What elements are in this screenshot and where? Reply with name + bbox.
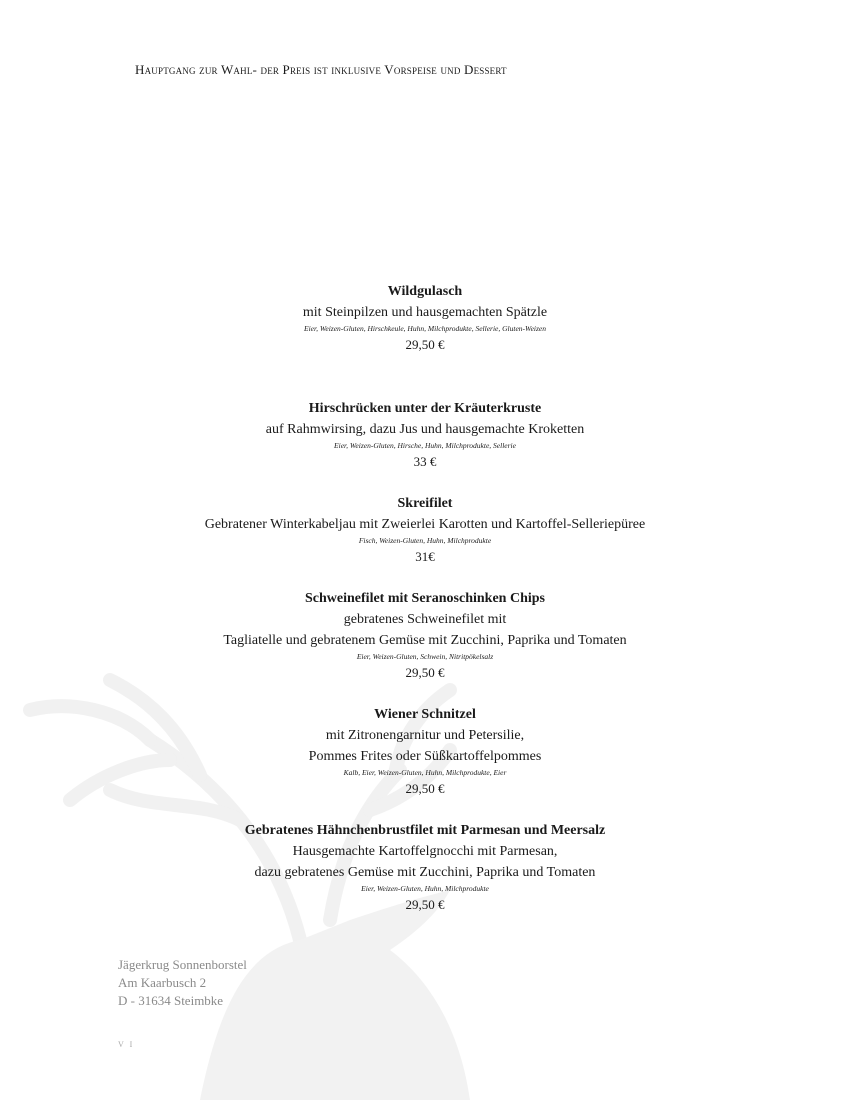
- page-mark: V I: [118, 1040, 135, 1049]
- dish-name: Wildgulasch: [387, 284, 463, 299]
- dish-item: [0, 705, 850, 799]
- dish-price: 33 €: [413, 454, 437, 469]
- dish-allergens: Eier, Weizen-Gluten, Schwein, Nitritpökelsalz: [356, 652, 494, 661]
- address-street: Am Kaarbusch 2: [118, 975, 207, 990]
- address-name: Jägerkrug Sonnenborstel: [118, 957, 247, 972]
- dish-allergens: Kalb, Eier, Weizen-Gluten, Huhn, Milchprodukte, Eier: [343, 768, 507, 777]
- address-city: D - 31634 Steimbke: [118, 993, 224, 1008]
- menu-section-title: Hauptgang zur Wahl- der Preis ist inklusive Vorspeise und Dessert: [135, 62, 507, 77]
- dish-item: [0, 589, 850, 683]
- dish-allergens: Eier, Weizen-Gluten, Hirsche, Huhn, Milchprodukte, Sellerie: [334, 441, 516, 450]
- dish-item: [0, 494, 850, 567]
- dish-description: mit Steinpilzen und hausgemachten Spätzle: [302, 305, 548, 320]
- dish-item: [0, 821, 850, 915]
- dish-description: Gebratener Winterkabeljau mit Zweierlei Karotten und Kartoffel-Selleriepüree: [204, 517, 646, 532]
- dish-allergens: Eier, Weizen-Gluten, Huhn, Milchprodukte: [361, 884, 489, 893]
- dish-price: 29,50 €: [405, 337, 445, 352]
- dish-description: auf Rahmwirsing, dazu Jus und hausgemachte Kroketten: [265, 422, 585, 437]
- dish-name: Wiener Schnitzel: [374, 707, 476, 722]
- dish-item: [0, 282, 850, 355]
- dish-description: Tagliatelle und gebratenem Gemüse mit Zucchini, Paprika und Tomaten: [223, 633, 627, 648]
- dish-allergens: Fisch, Weizen-Gluten, Huhn, Milchprodukte: [358, 536, 492, 545]
- dish-description: Pommes Frites oder Süßkartoffelpommes: [308, 749, 542, 764]
- dish-item: [0, 399, 850, 472]
- dish-price: 31€: [415, 549, 435, 564]
- dish-name: Skreifilet: [397, 496, 453, 511]
- dish-price: 29,50 €: [405, 781, 445, 796]
- dish-name: Gebratenes Hähnchenbrustfilet mit Parmesan und Meersalz: [244, 823, 606, 838]
- dish-description: Hausgemachte Kartoffelgnocchi mit Parmesan,: [292, 844, 558, 859]
- dish-name: Schweinefilet mit Seranoschinken Chips: [305, 591, 545, 606]
- dish-list: [0, 282, 850, 915]
- dish-description: gebratenes Schweinefilet mit: [343, 612, 507, 627]
- dish-name: Hirschrücken unter der Kräuterkruste: [308, 401, 542, 416]
- dish-price: 29,50 €: [405, 897, 445, 912]
- dish-description: dazu gebratenes Gemüse mit Zucchini, Paprika und Tomaten: [254, 865, 596, 880]
- dish-price: 29,50 €: [405, 665, 445, 680]
- restaurant-address: [118, 956, 247, 1010]
- dish-allergens: Eier, Weizen-Gluten, Hirschkeule, Huhn, Milchprodukte, Sellerie, Gluten-Weizen: [303, 324, 547, 333]
- dish-description: mit Zitronengarnitur und Petersilie,: [325, 728, 525, 743]
